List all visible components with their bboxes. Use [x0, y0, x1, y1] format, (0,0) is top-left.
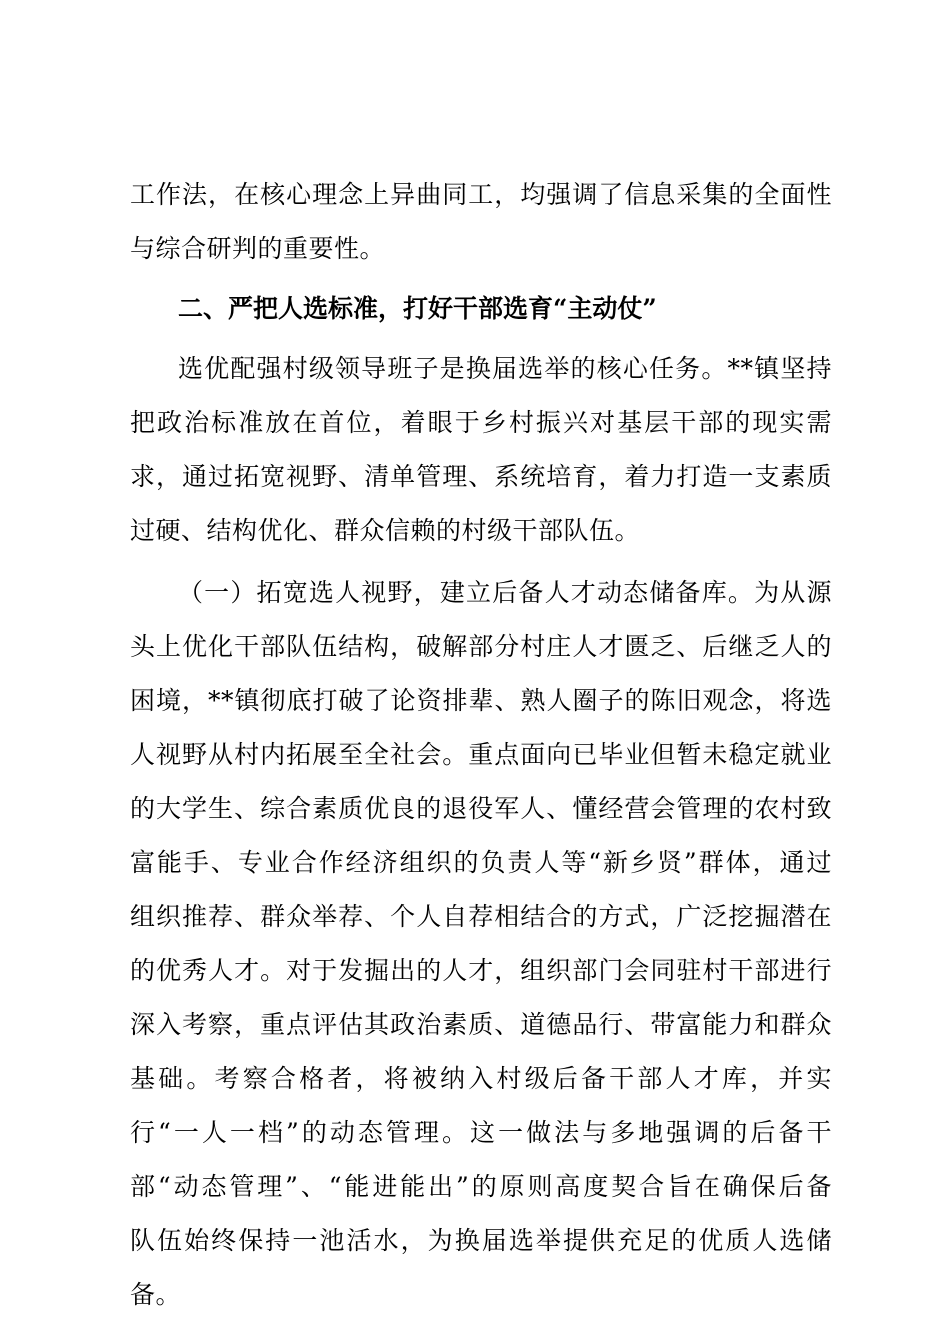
text-line: 的优秀人才。对于发掘出的人才，组织部门会同驻村干部进行: [130, 956, 832, 985]
text-line: 选优配强村级领导班子是换届选举的核心任务。**镇坚持: [178, 354, 832, 383]
text-line: 基础。考察合格者，将被纳入村级后备干部人才库，并实: [130, 1064, 832, 1093]
text-line: 的大学生、综合素质优良的退役军人、懂经营会管理的农村致: [130, 794, 832, 823]
text-line: 组织推荐、群众举荐、个人自荐相结合的方式，广泛挖掘潜在: [130, 902, 832, 931]
text-line: （一）拓宽选人视野，建立后备人才动态储备库。为从源: [178, 578, 832, 607]
text-line: 求，通过拓宽视野、清单管理、系统培育，着力打造一支素质: [130, 462, 832, 491]
paragraph-intro-continued: [130, 168, 832, 276]
heading-line: 二、严把人选标准，打好干部选育“主动仗”: [178, 294, 657, 323]
text-line: 富能手、专业合作经济组织的负责人等“新乡贤”群体，通过: [130, 848, 832, 877]
text-line: 与综合研判的重要性。: [130, 234, 386, 263]
text-line: 过硬、结构优化、群众信赖的村级干部队伍。: [130, 516, 641, 545]
document-page: [130, 168, 832, 1322]
text-line: 深入考察，重点评估其政治素质、道德品行、带富能力和群众: [130, 1010, 832, 1039]
text-line: 工作法，在核心理念上异曲同工，均强调了信息采集的全面性: [130, 180, 832, 209]
text-line: 行“一人一档”的动态管理。这一做法与多地强调的后备干: [130, 1118, 832, 1147]
text-line: 困境，**镇彻底打破了论资排辈、熟人圈子的陈旧观念，将选: [130, 686, 832, 715]
text-line: 部“动态管理”、“能进能出”的原则高度契合旨在确保后备: [130, 1172, 832, 1201]
section-heading: [130, 282, 832, 336]
paragraph-section-intro: [130, 342, 832, 558]
text-line: 头上优化干部队伍结构，破解部分村庄人才匮乏、后继乏人的: [130, 632, 832, 661]
text-line: 备。: [130, 1280, 182, 1309]
text-line: 把政治标准放在首位，着眼于乡村振兴对基层干部的现实需: [130, 408, 832, 437]
text-line: 队伍始终保持一池活水，为换届选举提供充足的优质人选储: [130, 1226, 832, 1255]
text-line: 人视野从村内拓展至全社会。重点面向已毕业但暂未稳定就业: [130, 740, 832, 769]
paragraph-subsection-1: [130, 566, 832, 1322]
